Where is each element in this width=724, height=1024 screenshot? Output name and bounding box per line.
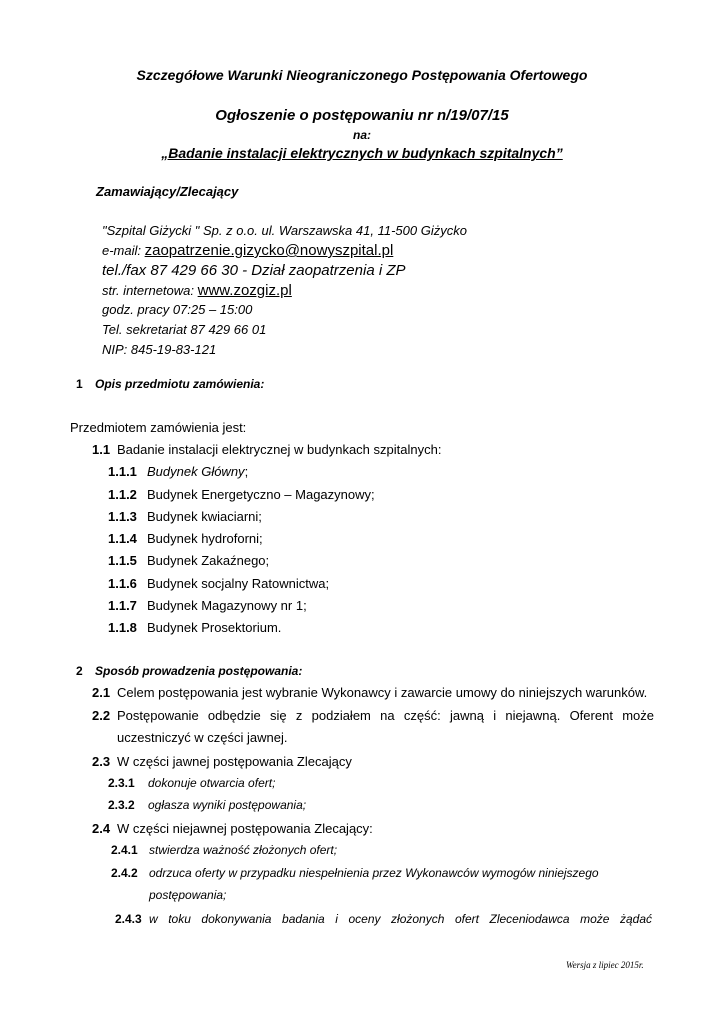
item-text: Budynek kwiaciarni; (147, 509, 262, 524)
item-text: ogłasza wyniki postępowania; (148, 798, 307, 812)
item-number: 2.4.1 (111, 843, 138, 857)
title-connector: na: (353, 128, 371, 142)
contractor-web-line (102, 282, 292, 299)
item-text: Budynek Główny (147, 464, 245, 479)
item-number: 1.1.1 (108, 464, 137, 479)
email-label: e-mail: (102, 243, 145, 258)
document-title: Ogłoszenie o postępowaniu nr n/19/07/15 (215, 107, 509, 124)
item-text: W części jawnej postępowania Zlecający (117, 754, 352, 769)
item-text: W części niejawnej postępowania Zlecający: (117, 821, 373, 836)
contractor-address: "Szpital Giżycki " Sp. z o.o. ul. Warszawska 41, 11-500 Giżycko (102, 223, 467, 238)
section-1-title: Opis przedmiotu zamówienia: (95, 377, 265, 391)
item-2-2-continued: uczestniczyć w części jawnej. (117, 730, 288, 745)
item-text: w toku dokonywania badania i oceny złożonych ofert Zleceniodawca może żądać (149, 912, 652, 926)
item-2-4-3 (115, 912, 652, 926)
building-list-item (108, 487, 375, 502)
contractor-phone: tel./fax 87 429 66 30 - Dział zaopatrzenia i ZP (102, 262, 406, 279)
contractor-heading: Zamawiający/Zlecający (96, 184, 239, 199)
building-list-item (108, 620, 281, 635)
item-2-4-2-continued: postępowania; (149, 888, 227, 902)
item-number: 1.1.2 (108, 487, 137, 502)
document-version-footer: Wersja z lipiec 2015r. (566, 960, 644, 970)
item-text: Badanie instalacji elektrycznej w budynkach szpitalnych: (117, 442, 442, 457)
contractor-secretariat: Tel. sekretariat 87 429 66 01 (102, 322, 267, 337)
item-number: 1.1.4 (108, 531, 137, 546)
building-list-item (108, 598, 307, 613)
item-text: stwierdza ważność złożonych ofert; (149, 843, 338, 857)
item-number: 1.1 (92, 442, 111, 457)
section-2-number: 2 (76, 664, 83, 678)
item-text: Budynek Prosektorium. (147, 620, 282, 635)
item-number: 2.3.1 (108, 776, 135, 790)
item-2-2 (92, 708, 654, 723)
section-1-intro: Przedmiotem zamówienia jest: (70, 420, 247, 435)
item-number: 1.1.5 (108, 553, 137, 568)
item-2-3 (92, 754, 352, 769)
item-text: Celem postępowania jest wybranie Wykonawcy i zawarcie umowy do niniejszych warunków. (117, 685, 648, 700)
item-text: dokonuje otwarcia ofert; (148, 776, 276, 790)
web-label: str. internetowa: (102, 283, 198, 298)
item-2-1 (92, 685, 647, 700)
section-1-number: 1 (76, 377, 83, 391)
contractor-nip: NIP: 845-19-83-121 (102, 342, 217, 357)
section-2-title: Sposób prowadzenia postępowania: (95, 664, 303, 678)
item-text: Budynek Zakaźnego; (147, 553, 270, 568)
email-link[interactable]: zaopatrzenie.gizycko@nowyszpital.pl (144, 242, 394, 259)
item-number: 2.4.2 (111, 866, 138, 880)
contractor-hours: godz. pracy 07:25 – 15:00 (102, 302, 253, 317)
item-2-4 (92, 821, 373, 836)
building-list-item (108, 553, 269, 568)
item-number: 2.4.3 (115, 912, 142, 926)
item-number: 2.4 (92, 821, 111, 836)
item-2-3-1 (108, 776, 275, 790)
item-suffix: ; (244, 464, 249, 479)
item-text: Budynek socjalny Ratownictwa; (147, 576, 330, 591)
item-2-4-1 (111, 843, 337, 857)
item-number: 2.1 (92, 685, 111, 700)
document-subtitle: Szczegółowe Warunki Nieograniczonego Postępowania Ofertowego (136, 67, 588, 83)
building-list-item (108, 464, 248, 479)
building-list-item (108, 531, 263, 546)
item-text: Budynek Energetyczno – Magazynowy; (147, 487, 375, 502)
web-link[interactable]: www.zozgiz.pl (197, 282, 292, 299)
item-number: 1.1.8 (108, 620, 137, 635)
contractor-email-line (102, 242, 393, 259)
item-2-3-2 (108, 798, 306, 812)
item-number: 1.1.3 (108, 509, 137, 524)
item-text: Postępowanie odbędzie się z podziałem na część: jawną i niejawną. Oferent może (117, 708, 654, 723)
building-list-item (108, 509, 262, 524)
procurement-subject: „Badanie instalacji elektrycznych w budynkach szpitalnych” (161, 145, 563, 161)
item-number: 2.3.2 (108, 798, 135, 812)
item-number: 2.3 (92, 754, 111, 769)
item-text: Budynek Magazynowy nr 1; (147, 598, 307, 613)
item-2-4-2 (111, 866, 599, 880)
item-text: odrzuca oferty w przypadku niespełnienia przez Wykonawców wymogów niniejszego (149, 866, 599, 880)
item-number: 1.1.6 (108, 576, 137, 591)
item-number: 1.1.7 (108, 598, 137, 613)
item-number: 2.2 (92, 708, 111, 723)
item-1-1 (92, 442, 441, 457)
building-list-item (108, 576, 329, 591)
item-text: Budynek hydroforni; (147, 531, 263, 546)
